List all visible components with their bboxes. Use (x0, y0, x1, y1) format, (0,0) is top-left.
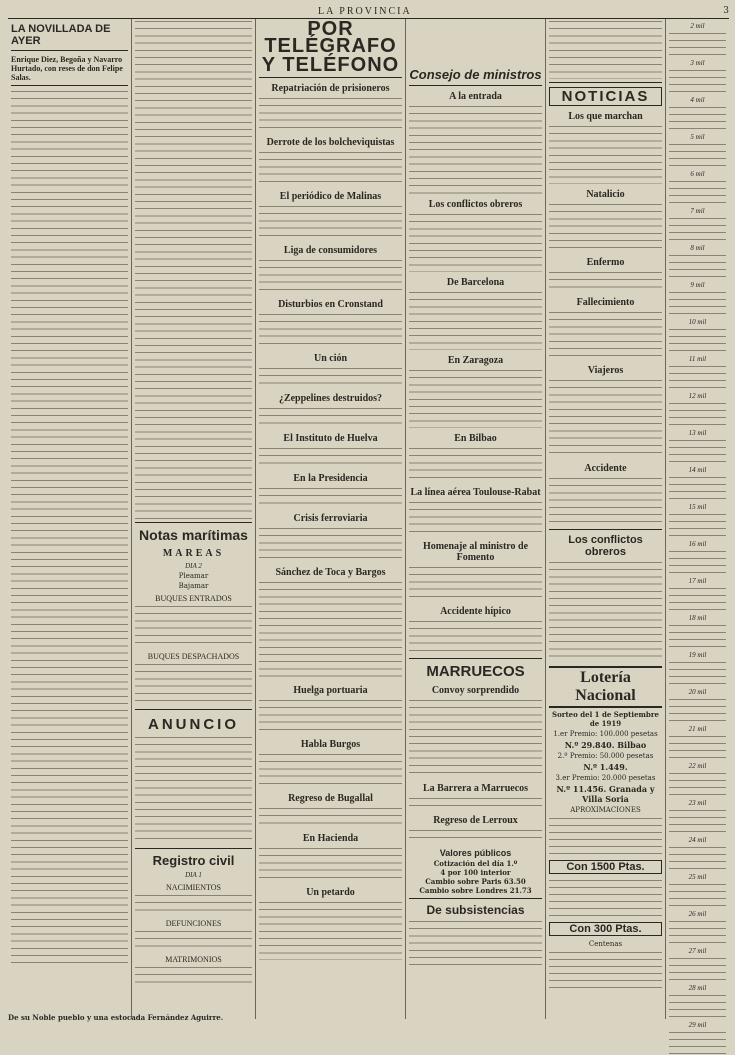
mil-header: 22 mil (688, 762, 707, 770)
con-1500-pesetas: Con 1500 Ptas. (549, 860, 662, 874)
sub-fallecimiento: Fallecimiento (576, 297, 635, 308)
sub-periodico: El periódico de Malinas (279, 191, 382, 202)
numbers-block (669, 179, 726, 204)
numbers-block (669, 364, 726, 389)
numbers-block (669, 549, 726, 574)
article-body (259, 204, 402, 240)
registro-dia: DIA 1 (185, 871, 202, 879)
sub-zaragoza: En Zaragoza (447, 355, 504, 366)
notas-title: Notas marítimas (139, 527, 248, 543)
marruecos-title: MARRUECOS (426, 663, 525, 680)
headline-telegrafo: POR TELÉGRAFO (264, 18, 397, 57)
article-body (409, 619, 542, 655)
mil-header: 11 mil (688, 355, 707, 363)
numbers-block (669, 993, 726, 1018)
column-1 (8, 19, 132, 1019)
sub-petardo: Un petardo (306, 887, 355, 898)
numbers-block (669, 68, 726, 93)
numbers-block (669, 586, 726, 611)
mil-header: 15 mil (688, 503, 707, 511)
cambio-paris: Cambio sobre Paris 63.50 (425, 877, 526, 886)
article-body (259, 698, 402, 734)
mil-header: 25 mil (688, 873, 707, 881)
sub-conflictos: Los conflictos obreros (428, 199, 523, 210)
noticias-title: NOTICIAS (549, 87, 662, 106)
article-body (135, 19, 252, 519)
article-body (549, 124, 662, 184)
article-body (259, 96, 402, 132)
page-number: 3 (723, 6, 729, 16)
article-body (259, 312, 402, 348)
sub-bilbao: En Bilbao (454, 433, 497, 444)
numbers-block (669, 808, 726, 833)
numbers-block (669, 623, 726, 648)
article-body (259, 446, 402, 468)
mil-header: 29 mil (688, 1021, 707, 1029)
mil-header: 20 mil (688, 688, 707, 696)
mil-header: 7 mil (690, 207, 705, 215)
premio-3: 3.er Premio: 20.000 pesetas (555, 774, 656, 782)
sub-instituto: El Instituto de Huelva (283, 433, 378, 444)
article-body (549, 310, 662, 360)
mil-header: 5 mil (690, 133, 705, 141)
conflictos-obreros-title: Los conflictos obreros (568, 534, 643, 558)
bajamar-label: Bajamar (178, 582, 209, 590)
article-body (259, 406, 402, 428)
article-body (549, 560, 662, 660)
column-5 (546, 19, 666, 1019)
numbers-list (549, 950, 662, 990)
article-body (259, 150, 402, 186)
headline-novillada: LA NOVILLADA DE AYER (11, 23, 111, 47)
mil-header: 16 mil (688, 540, 707, 548)
article-body (259, 900, 402, 960)
mil-header: 18 mil (688, 614, 707, 622)
article-body (259, 846, 402, 882)
masthead (8, 4, 729, 19)
premio-3-numero: N.º 11.456. Granada y Villa Soria (556, 784, 655, 804)
article-body (549, 19, 662, 79)
premio-1: 1.er Premio: 100.000 pesetas (553, 730, 658, 738)
mil-header: 26 mil (688, 910, 707, 918)
article-body (409, 212, 542, 272)
numbers-block (669, 253, 726, 278)
article-body (409, 828, 542, 842)
numbers-block (669, 105, 726, 130)
defunciones-label: DEFUNCIONES (165, 919, 222, 928)
sub-derrote: Derrote de los bolcheviquistas (266, 137, 395, 148)
article-body (135, 893, 252, 915)
article-body (409, 565, 542, 601)
article-body (259, 580, 402, 680)
sub-entrada: A la entrada (449, 91, 502, 102)
numbers-block (669, 956, 726, 981)
sub-presidencia: En la Presidencia (293, 473, 368, 484)
article-body (259, 486, 402, 508)
numbers-block (669, 734, 726, 759)
numbers-block (669, 1030, 726, 1055)
numbers-block (669, 142, 726, 167)
pleamar-label: Pleamar (178, 572, 209, 580)
column-6-lottery-numbers (666, 19, 729, 1029)
article-body (11, 89, 128, 969)
article-body (135, 929, 252, 951)
numbers-block (669, 919, 726, 944)
mil-header: 23 mil (688, 799, 707, 807)
article-body (135, 604, 252, 648)
numbers-list (549, 878, 662, 918)
buques-entrados: BUQUES ENTRADOS (155, 594, 232, 603)
subsistencias-title: De subsistencias (426, 903, 525, 917)
article-body (409, 698, 542, 778)
consejo-title: Consejo de ministros (409, 67, 542, 82)
sub-hacienda: En Hacienda (302, 833, 359, 844)
premio-1-numero: N.º 29.840. Bilbao (564, 740, 647, 750)
newspaper-brand: LA PROVINCIA (318, 5, 412, 17)
numbers-block (669, 327, 726, 352)
mil-header: 10 mil (688, 318, 707, 326)
mil-header: 2 mil (690, 22, 705, 30)
numbers-block (669, 438, 726, 463)
buques-despachados: BUQUES DESPACHADOS (147, 652, 240, 661)
article-body (409, 368, 542, 428)
mil-header: 28 mil (688, 984, 707, 992)
nacimientos-label: NACIMIENTOS (166, 883, 221, 892)
mil-header: 8 mil (690, 244, 705, 252)
article-body (259, 752, 402, 788)
sub-union: Un ción (313, 353, 348, 364)
sub-repatriacion: Repatriación de prisioneros (271, 83, 390, 94)
article-body (409, 104, 542, 194)
numbers-block (669, 882, 726, 907)
sub-homenaje: Homenaje al ministro de Fomento (422, 541, 529, 563)
cotizacion-label: Cotización del día 1.º (433, 859, 518, 868)
column-2 (132, 19, 256, 1019)
subhead-novillada: Enrique Diez, Begoña y Navarro Hurtado, con reses de don Felipe Salas. (11, 55, 123, 82)
mareas-title: MAREAS (162, 548, 225, 559)
sub-accidente: Accidente hípico (440, 606, 511, 617)
column-3 (256, 19, 406, 1019)
mil-header: 3 mil (690, 59, 705, 67)
sub-leroux: Regreso de Lerroux (433, 815, 518, 826)
centenas-label: Centenas (588, 940, 623, 948)
mil-header: 6 mil (690, 170, 705, 178)
mil-header: 4 mil (690, 96, 705, 104)
mil-header: 17 mil (688, 577, 707, 585)
loteria-title: Lotería Nacional (549, 666, 662, 708)
numbers-block (669, 31, 726, 56)
sub-crisis: Crisis ferroviaria (293, 513, 368, 524)
interior-label: 4 por 100 interior (440, 868, 511, 877)
premio-2-numero: N.º 1.449. (583, 762, 628, 772)
column-4 (406, 19, 546, 1019)
dia-label: DIA 2 (185, 562, 202, 570)
numbers-block (669, 401, 726, 426)
mil-header: 9 mil (690, 281, 705, 289)
article-body (135, 965, 252, 985)
sub-barrera: La Barrera a Marruecos (422, 783, 529, 794)
sub-huelga: Huelga portuaria (293, 685, 368, 696)
aproximaciones-list (549, 816, 662, 856)
cambio-londres: Cambio sobre Londres 21.73 (419, 886, 532, 895)
mil-header: 13 mil (688, 429, 707, 437)
sub-habla: Habla Burgos (300, 739, 361, 750)
sub-linea: La línea aérea Toulouse-Rabat (410, 487, 541, 498)
mil-header: 19 mil (688, 651, 707, 659)
article-body (549, 378, 662, 458)
sub-sanchez: Sánchez de Toca y Bargos (275, 567, 386, 578)
sorteo-label: Sorteo del 1 de Septiembre de 1919 (552, 710, 659, 728)
article-body (409, 919, 542, 969)
article-body (549, 202, 662, 252)
article-body (259, 258, 402, 294)
bottom-line: De su Noble pueblo y una estocada Fernández Aguirre. (8, 1013, 224, 1022)
numbers-block (669, 475, 726, 500)
numbers-block (669, 845, 726, 870)
mil-header: 21 mil (688, 725, 707, 733)
article-body (549, 476, 662, 526)
sub-disturbios: Disturbios en Cronstand (278, 299, 383, 310)
sub-zeppelines: ¿Zeppelines destruidos? (278, 393, 383, 404)
anuncio-title: ANUNCIO (148, 716, 239, 733)
sub-viajeros: Viajeros (587, 365, 624, 376)
sub-liga: Liga de consumidores (283, 245, 378, 256)
mil-header: 24 mil (688, 836, 707, 844)
aproximaciones-label: APROXIMACIONES (570, 806, 641, 814)
mil-header: 12 mil (688, 392, 707, 400)
sub-regreso: Regreso de Bugallal (288, 793, 373, 804)
sub-enfermo: Enfermo (586, 257, 625, 268)
article-body (259, 806, 402, 828)
mil-header: 14 mil (688, 466, 707, 474)
sub-convoy: Convoy sorprendido (431, 685, 520, 696)
sub-natalicio: Natalicio (586, 189, 625, 200)
article-body (409, 796, 542, 810)
article-body (409, 500, 542, 536)
sub-marchan: Los que marchan (568, 111, 643, 122)
article-body (135, 662, 252, 706)
sub-accidente-noticia: Accidente (584, 463, 627, 474)
article-body (259, 526, 402, 562)
registro-title: Registro civil (152, 853, 235, 868)
con-300-pesetas: Con 300 Ptas. (549, 922, 662, 936)
article-body (549, 270, 662, 292)
article-body (135, 735, 252, 845)
numbers-block (669, 771, 726, 796)
mil-header: 27 mil (688, 947, 707, 955)
numbers-block (669, 697, 726, 722)
numbers-block (669, 660, 726, 685)
article-body (409, 290, 542, 350)
premio-2: 2.º Premio: 50.000 pesetas (557, 752, 654, 760)
numbers-block (669, 290, 726, 315)
numbers-block (669, 216, 726, 241)
sub-barcelona: De Barcelona (446, 277, 505, 288)
numbers-block (669, 512, 726, 537)
article-body (259, 366, 402, 388)
valores-title: Valores públicos (439, 848, 512, 858)
headline-telefono: Y TELÉFONO (261, 54, 400, 76)
matrimonios-label: MATRIMONIOS (165, 955, 222, 964)
article-body (409, 446, 542, 482)
